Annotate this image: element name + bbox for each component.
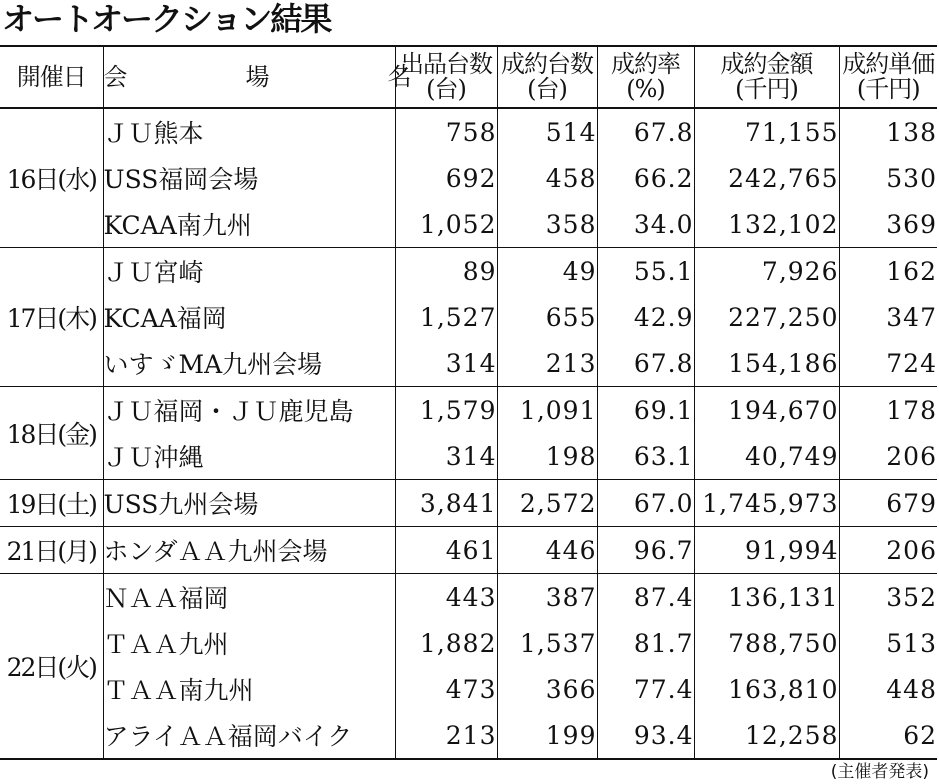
cell-sold: 198 xyxy=(497,433,597,480)
cell-listed: 213 xyxy=(395,712,497,759)
cell-rate: 55.1 xyxy=(597,248,694,295)
cell-listed: 1,882 xyxy=(395,620,497,666)
header-listed-unit: (台) xyxy=(426,75,466,103)
page-title: オートオークション結果 xyxy=(2,0,331,38)
table-body xyxy=(0,108,937,759)
cell-sold: 458 xyxy=(497,155,597,201)
table-row xyxy=(0,108,937,155)
cell-listed: 314 xyxy=(395,340,497,387)
cell-amount: 1,745,973 xyxy=(694,480,839,527)
cell-rate: 81.7 xyxy=(597,620,694,666)
cell-listed: 473 xyxy=(395,666,497,712)
cell-unit-price: 530 xyxy=(839,155,937,201)
cell-amount: 163,810 xyxy=(694,666,839,712)
table-row xyxy=(0,294,937,340)
header-venue-char-2: 場 xyxy=(245,62,270,91)
table-header xyxy=(0,46,937,108)
cell-venue: ＴＡＡ南九州 xyxy=(103,666,395,712)
cell-sold: 1,091 xyxy=(497,387,597,434)
cell-amount: 91,994 xyxy=(694,527,839,574)
cell-date: 21日(月) xyxy=(0,527,103,574)
cell-sold: 514 xyxy=(497,108,597,155)
cell-amount: 132,102 xyxy=(694,201,839,248)
cell-sold: 199 xyxy=(497,712,597,759)
header-rate-label: 成約率 xyxy=(611,50,680,78)
cell-rate: 67.8 xyxy=(597,340,694,387)
cell-date: 19日(土) xyxy=(0,480,103,527)
table-row xyxy=(0,666,937,712)
cell-unit-price: 724 xyxy=(839,340,937,387)
table-row xyxy=(0,155,937,201)
cell-amount: 12,258 xyxy=(694,712,839,759)
header-sold-unit: (台) xyxy=(527,75,567,103)
cell-date: 17日(木) xyxy=(0,248,103,387)
cell-venue: ホンダＡＡ九州会場 xyxy=(103,527,395,574)
cell-unit-price: 162 xyxy=(839,248,937,295)
cell-amount: 242,765 xyxy=(694,155,839,201)
cell-amount: 154,186 xyxy=(694,340,839,387)
cell-unit-price: 513 xyxy=(839,620,937,666)
cell-rate: 69.1 xyxy=(597,387,694,434)
cell-listed: 1,527 xyxy=(395,294,497,340)
header-rate-unit: (%) xyxy=(626,75,665,103)
cell-sold: 366 xyxy=(497,666,597,712)
cell-amount: 136,131 xyxy=(694,574,839,621)
table-row xyxy=(0,480,937,527)
cell-listed: 1,052 xyxy=(395,201,497,248)
cell-sold: 387 xyxy=(497,574,597,621)
header-venue-char-3: 名 xyxy=(387,62,412,91)
cell-listed: 1,579 xyxy=(395,387,497,434)
header-unit-price-label: 成約単価 xyxy=(842,50,935,78)
cell-unit-price: 178 xyxy=(839,387,937,434)
cell-venue: いすゞMA九州会場 xyxy=(103,340,395,387)
cell-listed: 461 xyxy=(395,527,497,574)
cell-unit-price: 352 xyxy=(839,574,937,621)
cell-rate: 96.7 xyxy=(597,527,694,574)
cell-date: 18日(金) xyxy=(0,387,103,480)
cell-sold: 358 xyxy=(497,201,597,248)
table-row xyxy=(0,712,937,759)
cell-venue: ＪＵ福岡・ＪＵ鹿児島 xyxy=(103,387,395,434)
cell-sold: 49 xyxy=(497,248,597,295)
cell-rate: 66.2 xyxy=(597,155,694,201)
cell-sold: 1,537 xyxy=(497,620,597,666)
cell-venue: USS福岡会場 xyxy=(103,155,395,201)
cell-listed: 692 xyxy=(395,155,497,201)
cell-venue: ＴＡＡ九州 xyxy=(103,620,395,666)
cell-listed: 314 xyxy=(395,433,497,480)
table-row xyxy=(0,387,937,434)
cell-sold: 213 xyxy=(497,340,597,387)
table-row xyxy=(0,248,937,295)
table-row xyxy=(0,620,937,666)
cell-listed: 89 xyxy=(395,248,497,295)
cell-unit-price: 369 xyxy=(839,201,937,248)
cell-amount: 40,749 xyxy=(694,433,839,480)
cell-rate: 63.1 xyxy=(597,433,694,480)
cell-unit-price: 347 xyxy=(839,294,937,340)
table-row xyxy=(0,340,937,387)
header-unit-price xyxy=(839,46,937,108)
cell-venue: KCAA南九州 xyxy=(103,201,395,248)
cell-venue: USS九州会場 xyxy=(103,480,395,527)
table-row xyxy=(0,201,937,248)
header-venue xyxy=(103,46,412,108)
header-amount xyxy=(694,46,839,108)
cell-sold: 446 xyxy=(497,527,597,574)
auction-results-table xyxy=(0,45,937,760)
header-date: 開催日 xyxy=(0,46,103,108)
cell-sold: 655 xyxy=(497,294,597,340)
cell-venue: ＪＵ沖縄 xyxy=(103,433,395,480)
header-listed xyxy=(395,46,497,108)
cell-rate: 67.0 xyxy=(597,480,694,527)
table-row xyxy=(0,527,937,574)
cell-amount: 227,250 xyxy=(694,294,839,340)
cell-listed: 758 xyxy=(395,108,497,155)
cell-rate: 87.4 xyxy=(597,574,694,621)
header-sold-label: 成約台数 xyxy=(501,50,593,78)
cell-rate: 67.8 xyxy=(597,108,694,155)
source-footnote: (主催者発表) xyxy=(830,762,929,782)
cell-unit-price: 206 xyxy=(839,527,937,574)
cell-unit-price: 62 xyxy=(839,712,937,759)
table-row xyxy=(0,433,937,480)
cell-unit-price: 138 xyxy=(839,108,937,155)
table-row xyxy=(0,574,937,621)
cell-unit-price: 679 xyxy=(839,480,937,527)
header-rate xyxy=(597,46,694,108)
cell-sold: 2,572 xyxy=(497,480,597,527)
cell-unit-price: 448 xyxy=(839,666,937,712)
cell-listed: 3,841 xyxy=(395,480,497,527)
cell-venue: KCAA福岡 xyxy=(103,294,395,340)
header-venue-char-1: 会 xyxy=(103,62,128,91)
header-unit-price-unit: (千円) xyxy=(856,75,920,103)
cell-rate: 93.4 xyxy=(597,712,694,759)
cell-unit-price: 206 xyxy=(839,433,937,480)
cell-amount: 788,750 xyxy=(694,620,839,666)
cell-venue: ＪＵ熊本 xyxy=(103,108,395,155)
header-listed-label: 出品台数 xyxy=(400,50,492,78)
cell-date: 16日(水) xyxy=(0,108,103,248)
cell-rate: 42.9 xyxy=(597,294,694,340)
cell-venue: ＮＡＡ福岡 xyxy=(103,574,395,621)
header-amount-unit: (千円) xyxy=(735,75,798,103)
cell-rate: 34.0 xyxy=(597,201,694,248)
cell-date: 22日(火) xyxy=(0,574,103,760)
header-sold xyxy=(497,46,597,108)
header-amount-label: 成約金額 xyxy=(720,50,813,78)
cell-listed: 443 xyxy=(395,574,497,621)
cell-rate: 77.4 xyxy=(597,666,694,712)
cell-venue: アライＡＡ福岡バイク xyxy=(103,712,395,759)
cell-amount: 7,926 xyxy=(694,248,839,295)
cell-venue: ＪＵ宮崎 xyxy=(103,248,395,295)
cell-amount: 71,155 xyxy=(694,108,839,155)
cell-amount: 194,670 xyxy=(694,387,839,434)
